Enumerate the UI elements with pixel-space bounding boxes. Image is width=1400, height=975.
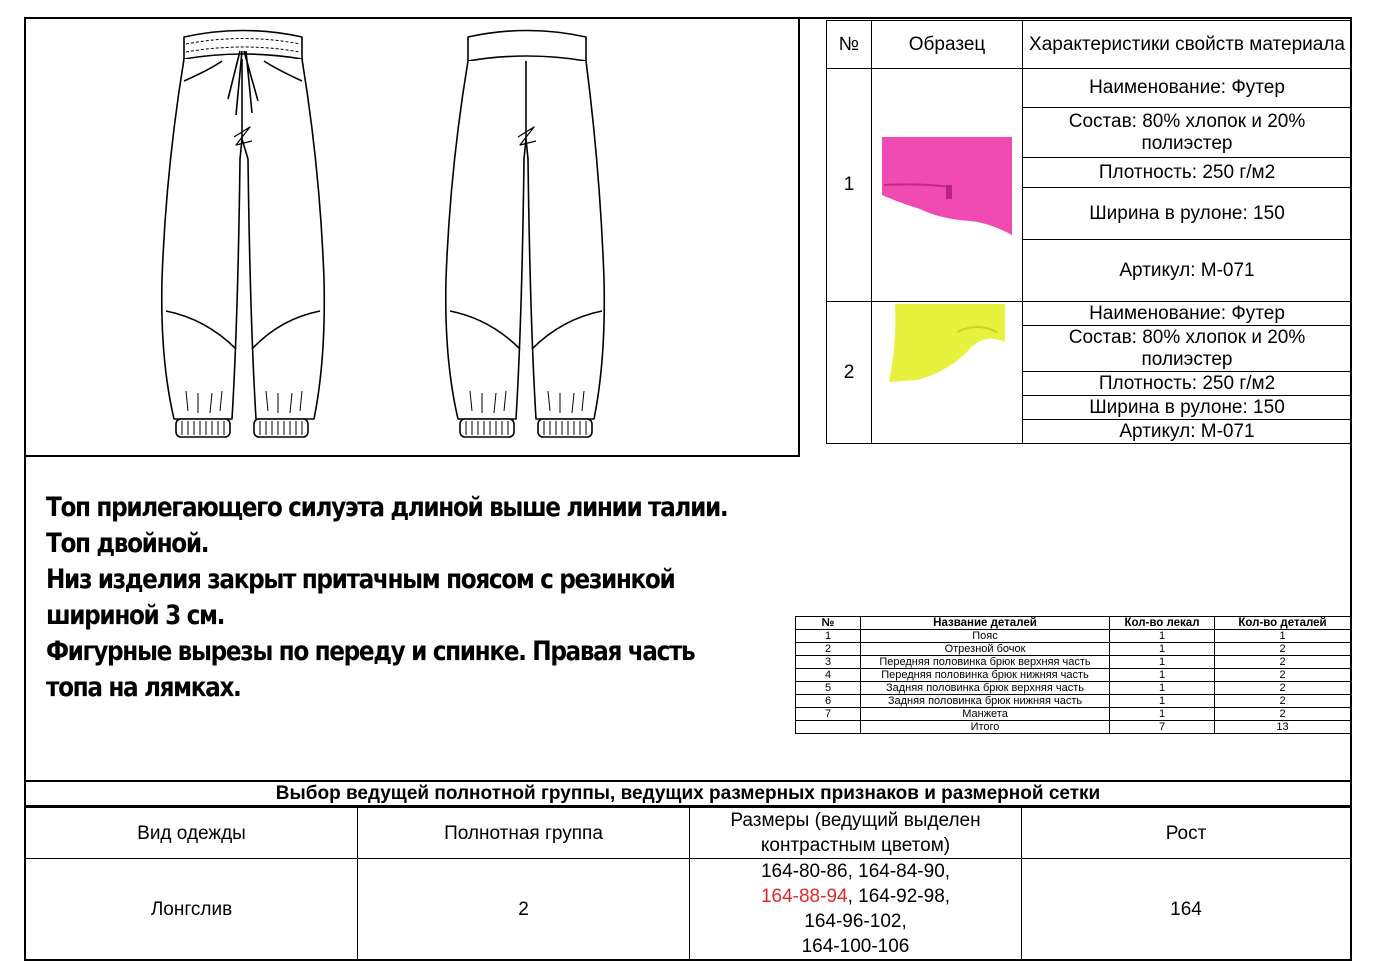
part-num: 2 [796, 643, 861, 656]
material-2-num: 2 [827, 302, 872, 444]
part-pieces: 2 [1215, 682, 1351, 695]
sizes-line-2-rest: , 164-92-98, [847, 886, 951, 907]
table-row [796, 656, 1351, 669]
table-row-total [796, 721, 1351, 734]
material-2-width: Ширина в рулоне: 150 [1023, 396, 1352, 420]
material-1-swatch [880, 135, 1014, 235]
part-num: 6 [796, 695, 861, 708]
part-patterns: 1 [1110, 708, 1215, 721]
material-2-article: Артикул: М-071 [1023, 420, 1352, 444]
part-num: 5 [796, 682, 861, 695]
materials-header-sample: Образец [872, 21, 1023, 69]
sizing-sizes [690, 859, 1022, 961]
material-1-swatch-cell [872, 69, 1023, 302]
table-row [796, 682, 1351, 695]
material-2-swatch [887, 302, 1007, 382]
part-patterns: 1 [1110, 630, 1215, 643]
lead-size: 164-88-94 [760, 886, 848, 907]
description-line: Топ прилегающего силуэта длиной выше линии талии. [46, 492, 728, 523]
materials-header-props: Характеристики свойств материала [1023, 21, 1352, 69]
material-1-composition: Состав: 80% хлопок и 20% полиэстер [1023, 108, 1352, 158]
part-pieces: 2 [1215, 643, 1351, 656]
sizing-height: 164 [1022, 859, 1352, 961]
sizing-header-group: Полнотная группа [358, 808, 690, 859]
back-view-pants [446, 31, 605, 438]
material-1-width: Ширина в рулоне: 150 [1023, 188, 1352, 240]
description-line: Фигурные вырезы по переду и спинке. Правая часть [46, 636, 695, 667]
part-patterns: 7 [1110, 721, 1215, 734]
sizes-line-4: 164-100-106 [801, 936, 910, 957]
sizes-line-3: 164-96-102, [804, 911, 907, 932]
part-patterns: 1 [1110, 669, 1215, 682]
part-patterns: 1 [1110, 695, 1215, 708]
part-name: Итого [861, 721, 1110, 734]
material-2-name: Наименование: Футер [1023, 302, 1352, 326]
technical-sketch [24, 17, 800, 457]
part-num: 7 [796, 708, 861, 721]
material-1-num: 1 [827, 69, 872, 302]
part-patterns: 1 [1110, 682, 1215, 695]
table-row [796, 695, 1351, 708]
table-row [796, 630, 1351, 643]
materials-table [826, 20, 1352, 444]
parts-table [795, 616, 1351, 734]
part-name: Задняя половинка брюк верхняя часть [861, 682, 1110, 695]
part-num: 1 [796, 630, 861, 643]
part-pieces: 13 [1215, 721, 1351, 734]
description-line: Низ изделия закрыт притачным поясом с резинкой [46, 564, 675, 595]
description-line: топа на лямках. [46, 672, 241, 703]
sizing-group: 2 [358, 859, 690, 961]
material-2-composition: Состав: 80% хлопок и 20% полиэстер [1023, 326, 1352, 372]
part-pieces: 2 [1215, 708, 1351, 721]
material-1-density: Плотность: 250 г/м2 [1023, 158, 1352, 188]
parts-header-name: Название деталей [861, 617, 1110, 630]
sizing-title: Выбор ведущей полнотной группы, ведущих размерных признаков и размерной сетки [24, 780, 1352, 807]
part-name: Передняя половинка брюк нижняя часть [861, 669, 1110, 682]
table-row [796, 643, 1351, 656]
part-name: Манжета [861, 708, 1110, 721]
sizes-line-2 [690, 884, 1021, 909]
parts-header-patterns: Кол-во лекал [1110, 617, 1215, 630]
parts-header-pieces: Кол-во деталей [1215, 617, 1351, 630]
front-view-pants [162, 31, 325, 438]
part-num: 4 [796, 669, 861, 682]
part-pieces: 2 [1215, 695, 1351, 708]
material-2-swatch-cell [872, 302, 1023, 444]
part-num: 3 [796, 656, 861, 669]
part-name: Передняя половинка брюк верхняя часть [861, 656, 1110, 669]
table-row [796, 708, 1351, 721]
sizing-header-type: Вид одежды [25, 808, 358, 859]
part-pieces: 1 [1215, 630, 1351, 643]
part-pieces: 2 [1215, 656, 1351, 669]
sizing-header-sizes: Размеры (ведущий выделен контрастным цветом) [690, 808, 1022, 859]
material-1-article: Артикул: М-071 [1023, 240, 1352, 302]
sizing-table [24, 807, 1352, 961]
pants-sketch-svg [26, 19, 798, 455]
sizes-line-1: 164-80-86, 164-84-90, [760, 861, 951, 882]
description-line: Топ двойной. [46, 528, 209, 559]
swatch-2-fabric [889, 304, 1005, 382]
sizing-header-height: Рост [1022, 808, 1352, 859]
product-description [46, 490, 803, 706]
part-patterns: 1 [1110, 656, 1215, 669]
description-line: шириной 3 см. [46, 600, 225, 631]
materials-header-num: № [827, 21, 872, 69]
part-pieces: 2 [1215, 669, 1351, 682]
part-name: Задняя половинка брюк нижняя часть [861, 695, 1110, 708]
parts-header-num: № [796, 617, 861, 630]
part-num [796, 721, 861, 734]
sizing-type: Лонгслив [25, 859, 358, 961]
part-name: Пояс [861, 630, 1110, 643]
part-name: Отрезной бочок [861, 643, 1110, 656]
table-row [796, 669, 1351, 682]
material-1-name: Наименование: Футер [1023, 69, 1352, 108]
part-patterns: 1 [1110, 643, 1215, 656]
material-2-density: Плотность: 250 г/м2 [1023, 372, 1352, 396]
